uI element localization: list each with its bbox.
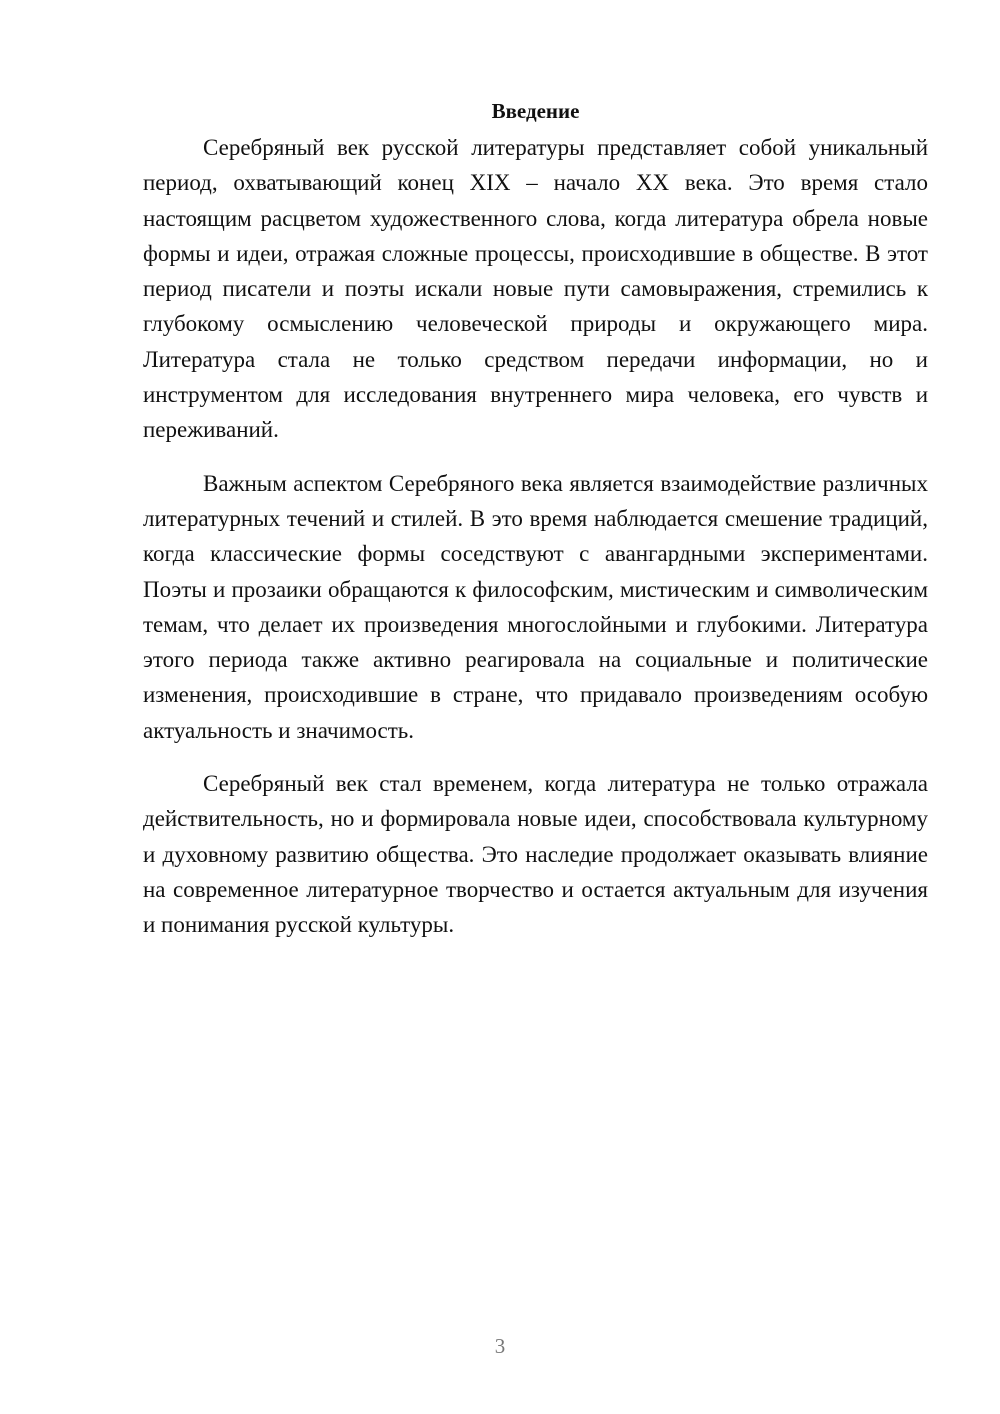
paragraph-3: Серебряный век стал временем, когда литература не только отражала действительность, но и формировала новые идеи, способствовала культурному и духовному развитию общества. Это наследие продолжает оказывать влияние на современное литературное творчество и остается актуальным для изучения и понимания русской культуры. <box>143 771 928 938</box>
paragraph-1: Серебряный век русской литературы представляет собой уникальный период, охватывающий конец XIX – начало XX века. Это время стало настоящим расцветом художественного слова, когда литература обрела новые формы и идеи, отражая сложные процессы, происходившие в обществе. В этот период писатели и поэты искали новые пути самовыражения, стремились к глубокому осмыслению человеческой природы и окружающего мира. Литература стала не только средством передачи информации, но и инструментом для исследования внутреннего мира человека, его чувств и переживаний. <box>143 135 928 443</box>
page-number: 3 <box>494 1334 506 1358</box>
page-content <box>143 96 928 943</box>
section-title: Введение <box>491 99 580 123</box>
paragraph-2: Важным аспектом Серебряного века является взаимодействие различных литературных течений и стилей. В это время наблюдается смешение традиций, когда классические формы соседствуют с авангардными экспериментами. Поэты и прозаики обращаются к философским, мистическим и символическим темам, что делает их произведения многослойными и глубокими. Литература этого периода также активно реагировала на социальные и политические изменения, происходившие в стране, что придавало произведениям особую актуальность и значимость. <box>143 470 928 743</box>
